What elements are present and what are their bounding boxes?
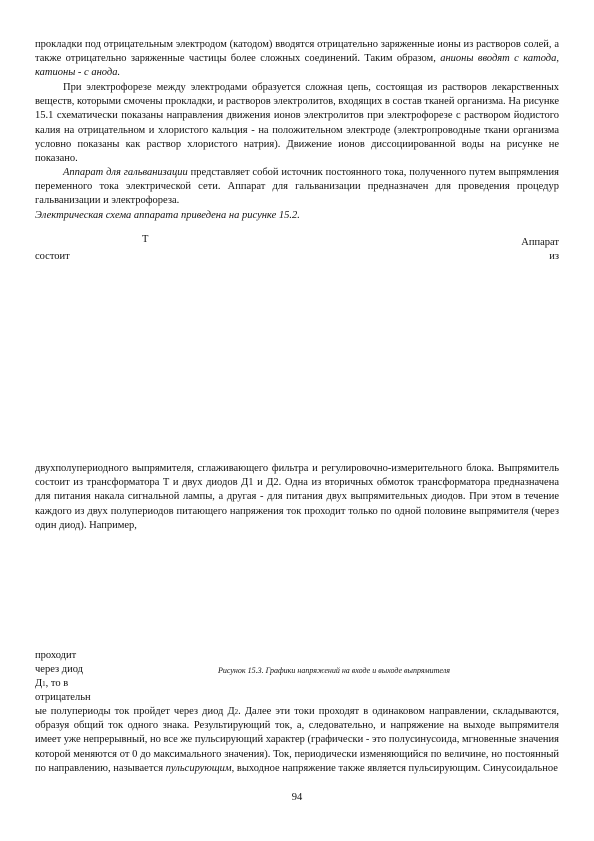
floating-word-iz: из [549,251,559,262]
paragraph-rectifier: двухполупериодного выпрямителя, сглаживающего фильтра и регулировочно-измерительного блока. Выпрямитель состоит из трансформатора Т и двух диодов Д1 и Д2. Одна из вторичных обмоток трансформатора предназначена для питания накала сигнальной лампы, а другая - для питания двух выпрямительных диодов. При этом в течение каждого из двух полупериодов питающего напряжения ток проходит только по одной половине выпрямителя (через один диод). Например, [35,463,559,531]
floating-word-sostoit: состоит [35,251,70,262]
column-word-4: отрицательн [35,692,91,703]
paragraph-ion-introduction [35,38,559,81]
paragraph-apparatus [35,166,559,209]
emphasis-text: пульсирующим, [165,762,235,774]
emphasis-text: анионы вводят с катода, катионы - с анода. [35,53,559,79]
column-word-2: через диод [35,664,84,675]
column-word-1: проходит [35,650,77,661]
column-word-3: Д1, то в [35,678,69,689]
page-number: 94 [291,792,303,803]
floating-word-t: Т [142,234,149,245]
scheme-note: Электрическая схема аппарата приведена на рисунке 15.2. [35,210,300,221]
floating-word-apparat: Аппарат [521,237,559,248]
paragraph-electrophoresis [35,81,559,166]
paragraph-text: представляет собой источник постоянного тока, полученного путем выпрямления переменного тока электрической сети. Аппарат для гальванизации предназначен для проведения процедур гальванизации и электрофореза. [35,167,559,207]
figure-caption: Рисунок 15.3. Графики напряжений на входе и выходе выпрямителя [218,666,450,675]
emphasis-text: Аппарат для гальванизации [63,167,188,178]
paragraph-text: При электрофорезе между электродами образуется сложная цепь, состоящая из растворов лекарственных веществ, которыми смочены прокладки, и растворов электролитов, входящих в состав тканей организма. На рисунке 15.1 схематически показаны направления движения ионов электролитов при электрофорезе с раствором йодистого калия на отрицательном и хлористого кальция - на положительном электроде (электропроводные ткани организма условно показаны как раствор хлористого натрия). Движение ионов диссоциированной воды на рисунке не показано. [35,82,559,165]
paragraph-text: прокладки под отрицательным электродом (катодом) вводятся отрицательно заряженные ионы из растворов солей, а также отрицательно заряженные частицы более сложных соединений. Таким образом, [35,39,559,65]
paragraph-pulsating-current: ые полупериоды ток пройдет через диод Д2. Далее эти токи проходят в одинаковом направлении, складываются, образуя общий ток одного знака. Результирующий ток, а, следовательно, и напряжение на выходе выпрямителя имеет уже непрерывный, но все же пульсирующий характер (графически - это полусинусоида, мгновенные значения которой меняются от 0 до максимального значения). Ток, периодически изменяющийся по величине, но постоянный по направлению, называется пульсирующим, выходное напряжение также является пульсирующим. Синусоидальное [35,706,559,774]
